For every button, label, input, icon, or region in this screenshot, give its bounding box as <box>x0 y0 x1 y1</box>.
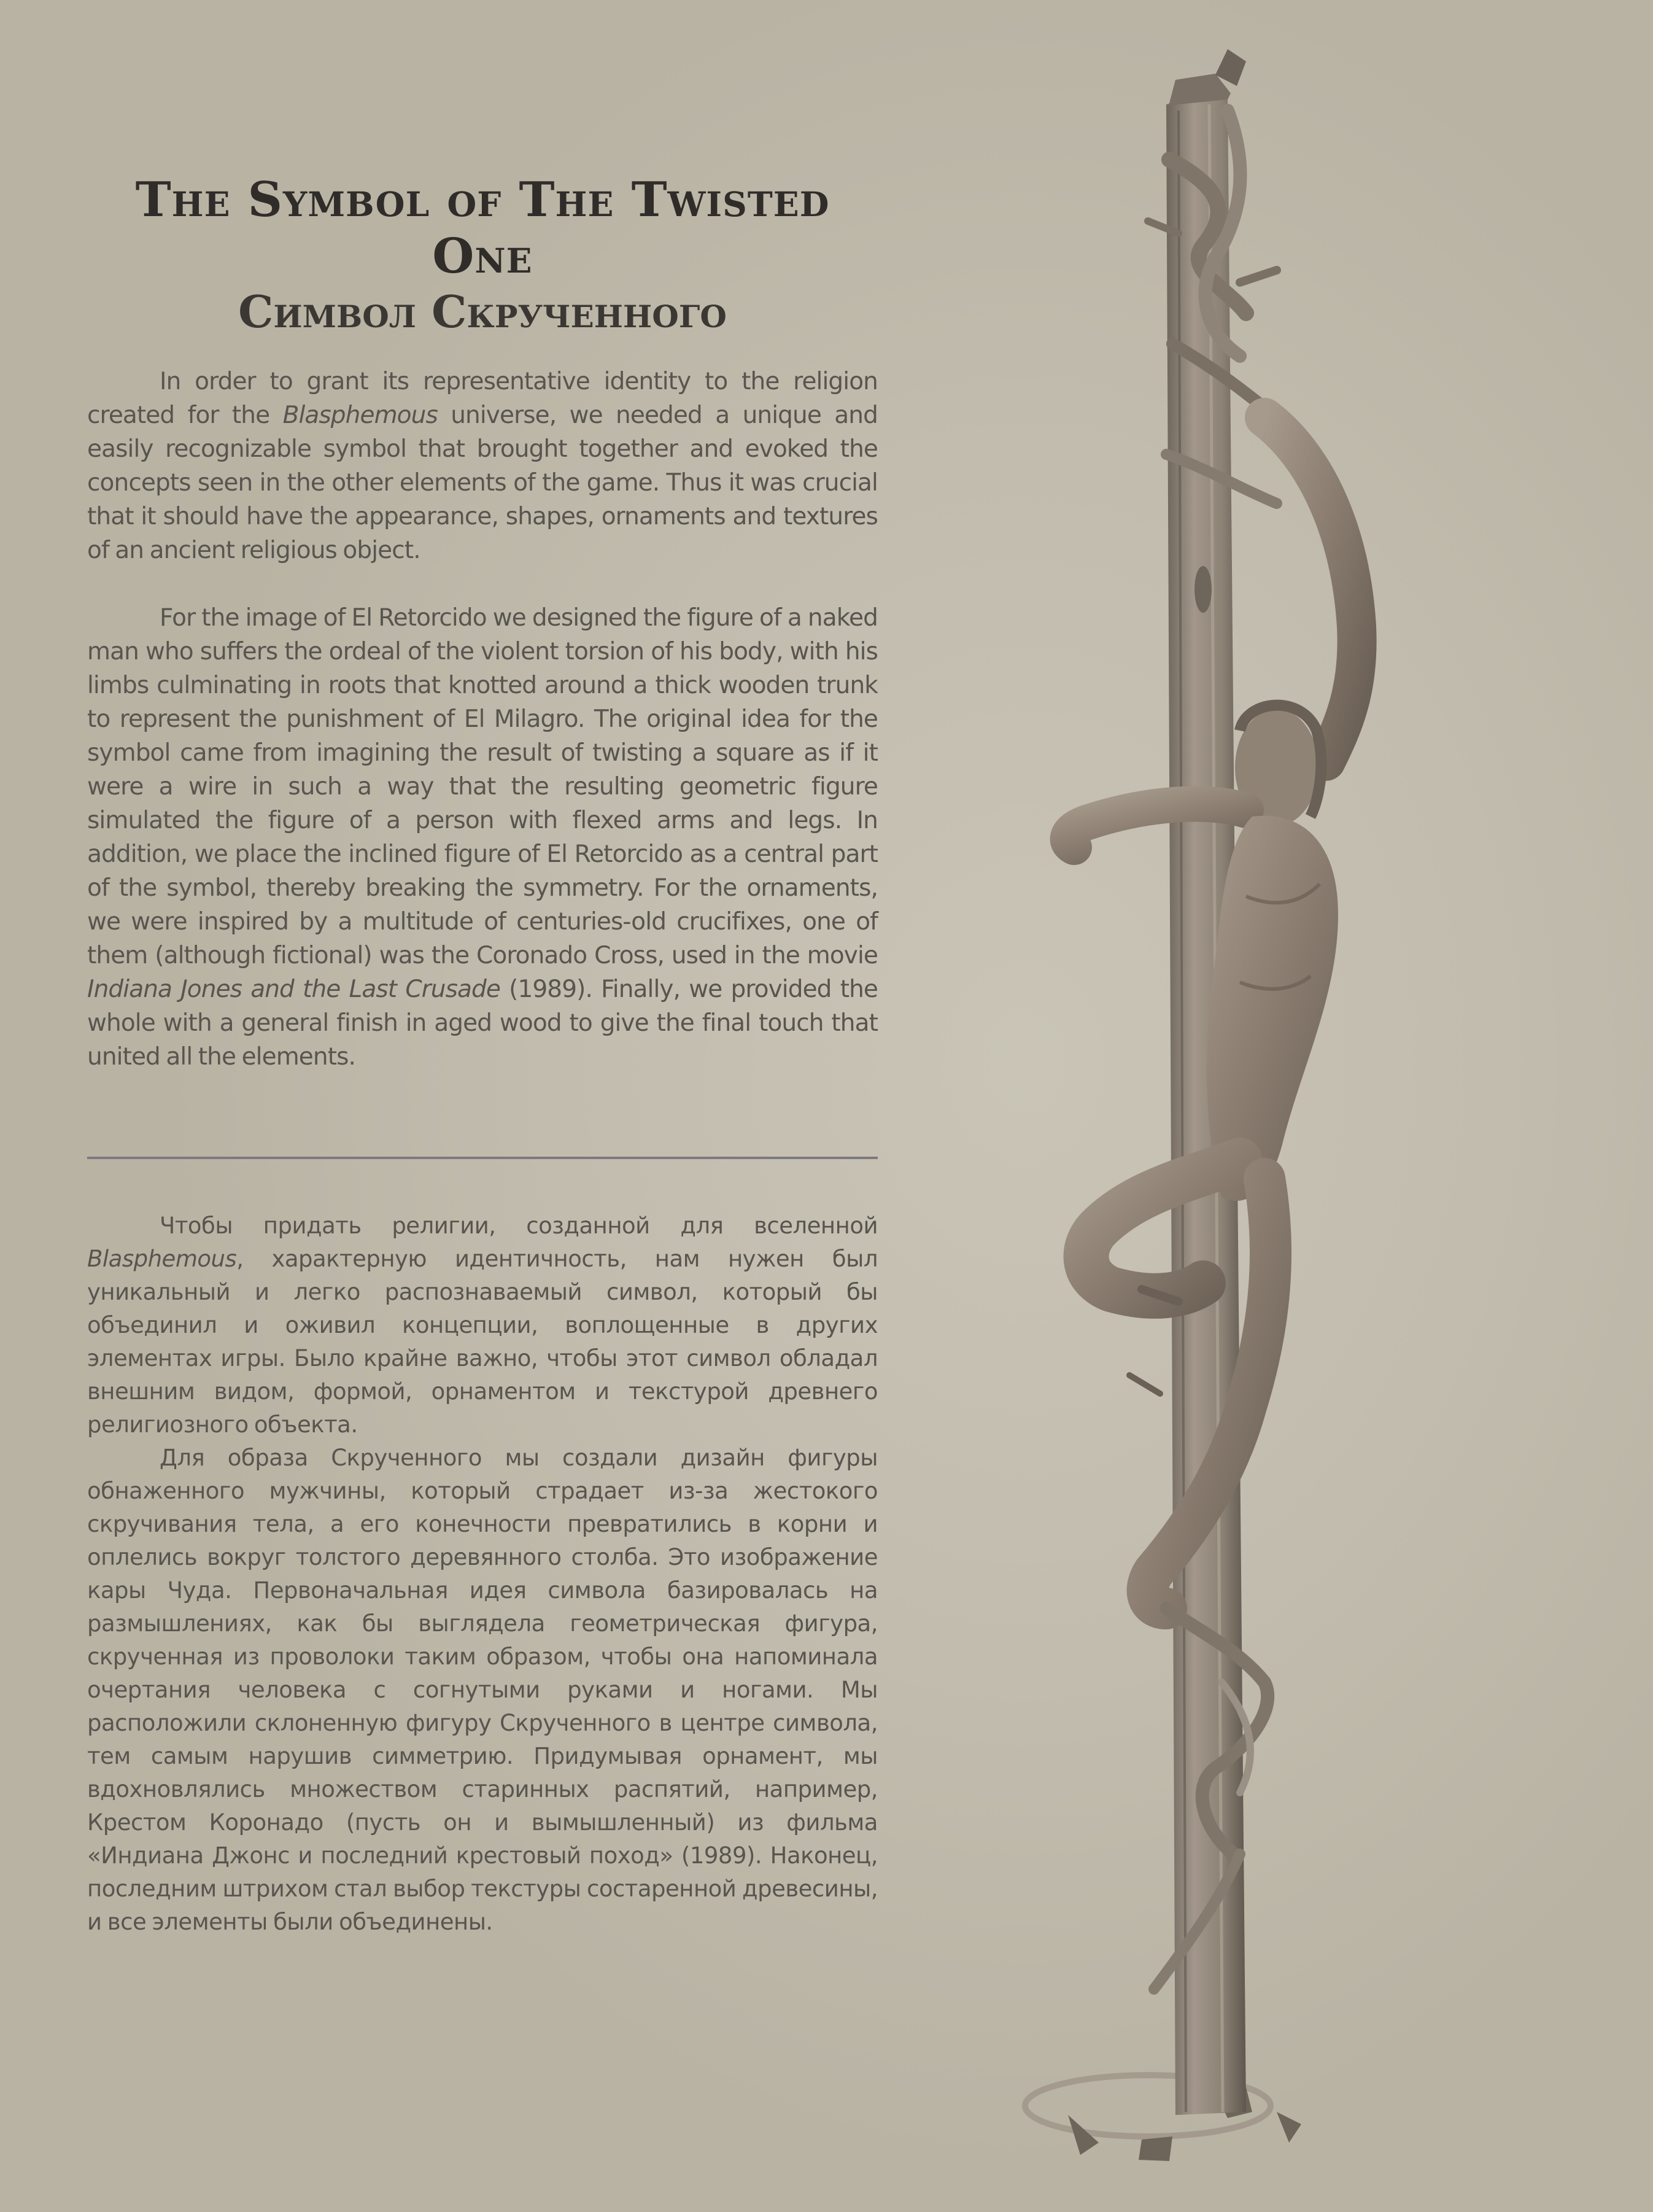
paragraph-ru-1-italic: Blasphemous <box>87 1246 237 1272</box>
paragraph-en-1-part-b: universe, we needed a unique and easily recognizable symbol that brought together and evoked the concepts seen in the other elements of the game. Thus it was crucial that it should have the appearance, shapes, ornaments and textures of an ancient religious object. <box>87 402 878 564</box>
section-divider <box>87 1157 878 1159</box>
paragraph-en-1-part-a: In order to grant its representative identity to the religion created for the <box>87 368 878 429</box>
paragraph-ru-1 <box>87 1209 878 1442</box>
paragraph-en-2-part-a: For the image of El Retorcido we designed the figure of a naked man who suffers the ordeal of the violent torsion of his body, with his limbs culminating in roots that knotted around a thick wooden trunk to represent the punishment of El Milagro. The original idea for the symbol came from imagining the result of twisting a square as if it were a wire in such a way that the resulting geometric figure simulated the figure of a person with flexed arms and legs. In addition, we place the inclined figure of El Retorcido as a central part of the symbol, thereby breaking the symmetry. For the ornaments, we were inspired by a multitude of centuries-old crucifixes, one of them (although fictional) was the Coronado Cross, used in the movie <box>87 604 878 969</box>
title-russian: Символ Скрученного <box>238 285 727 338</box>
paragraph-en-2 <box>87 601 878 1074</box>
twisted-one-sculpture-icon <box>958 25 1387 2186</box>
body-english <box>87 365 878 1074</box>
paragraph-en-2-part-b: (1989). Finally, we provided the whole with a general finish in aged wood to give the final touch that united all the elements. <box>87 976 878 1071</box>
paragraph-en-1-italic: Blasphemous <box>282 402 438 429</box>
paragraph-en-1 <box>87 365 878 567</box>
paragraph-en-2-italic: Indiana Jones and the Last Crusade <box>87 976 500 1003</box>
paragraph-ru-1-part-b: , характерную идентичность, нам нужен был уникальный и легко распознаваемый символ, который бы объединил и оживил концепции, воплощенные в других элементах игры. Было крайне важно, чтобы этот символ обладал внешним видом, формой, орнаментом и текстурой древнего религиозного объекта. <box>87 1246 878 1438</box>
text-column <box>87 172 878 1939</box>
paragraph-ru-2: Для образа Скрученного мы создали дизайн фигуры обнаженного мужчины, который страдает из-за жестокого скручивания тела, а его конечности превратились в корни и оплелись вокруг толстого деревянного столба. Это изображение кары Чуда. Первоначальная идея символа базировалась на размышлениях, как бы выглядела геометрическая фигура, скрученная из проволоки таким образом, чтобы она напоминала очертания человека с согнутыми руками и ногами. Мы расположили склоненную фигуру Скрученного в центре символа, тем самым нарушив симметрию. Придумывая орнамент, мы вдохновлялись множеством старинных распятий, например, Крестом Коронадо (пусть он и вымышленный) из фильма «Индиана Джонс и последний крестовый поход» (1989). Наконец, последним штрихом стал выбор текстуры состаренной древесины, и все элементы были объединены. <box>87 1445 878 1935</box>
body-russian <box>87 1209 878 1939</box>
title-english: The Symbol of The Twisted One <box>135 172 830 284</box>
paragraph-ru-1-part-a: Чтобы придать религии, созданной для вселенной <box>160 1213 878 1239</box>
